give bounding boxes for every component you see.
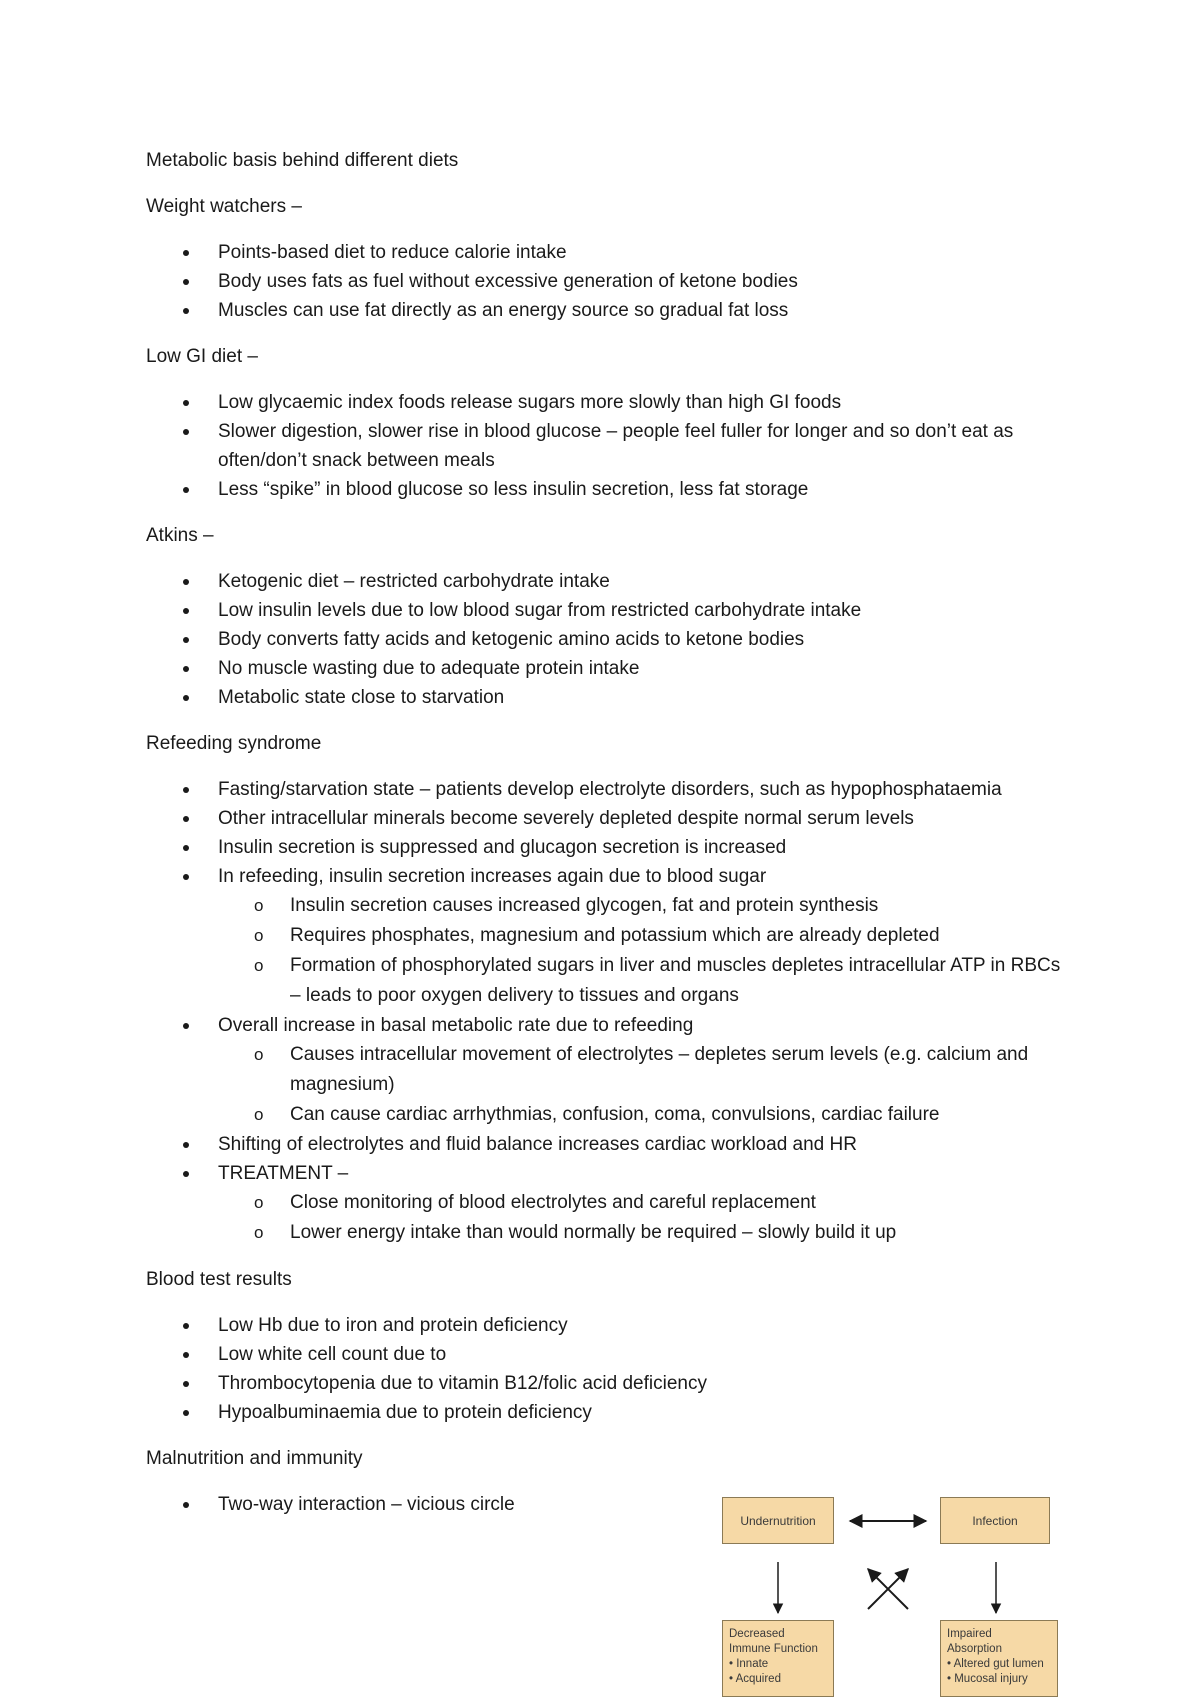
sub-bullet-item bbox=[218, 1218, 1076, 1248]
bullet-text: No muscle wasting due to adequate protein intake bbox=[218, 658, 640, 679]
bullet-text: In refeeding, insulin secretion increases again due to blood sugar bbox=[218, 866, 767, 887]
sub-bullet-item bbox=[218, 1100, 1076, 1130]
bullet-item bbox=[146, 1011, 1076, 1130]
bullet-list bbox=[146, 388, 1076, 504]
bullet-list bbox=[146, 775, 1076, 1248]
bullet-dot-icon bbox=[183, 1142, 189, 1148]
bullet-list bbox=[146, 567, 1076, 712]
bullet-dot-icon bbox=[183, 695, 189, 701]
bullet-dot-icon bbox=[183, 400, 189, 406]
sub-bullet-marker-icon: o bbox=[254, 896, 264, 915]
section-heading: Atkins – bbox=[146, 525, 214, 546]
box-undernutrition-label: Undernutrition bbox=[740, 1513, 816, 1528]
bullet-dot-icon bbox=[183, 1381, 189, 1387]
document-body bbox=[146, 146, 1076, 1519]
sub-bullet-text: Formation of phosphorylated sugars in liver and muscles depletes intracellular ATP in RBCs – leads to poor oxygen delivery to tissues and organs bbox=[290, 955, 1061, 1006]
bullet-item bbox=[146, 567, 1076, 596]
bullet-item bbox=[146, 1130, 1076, 1159]
bullet-text: Metabolic state close to starvation bbox=[218, 687, 505, 708]
bullet-item bbox=[146, 625, 1076, 654]
bullet-item bbox=[146, 596, 1076, 625]
bullet-dot-icon bbox=[183, 608, 189, 614]
immune-line-2: Immune Function bbox=[729, 1643, 818, 1655]
bullet-text: Overall increase in basal metabolic rate due to refeeding bbox=[218, 1015, 694, 1036]
bullet-dot-icon bbox=[183, 279, 189, 285]
bullet-dot-icon bbox=[183, 1502, 189, 1508]
bullet-text: Ketogenic diet – restricted carbohydrate intake bbox=[218, 571, 610, 592]
immune-line-1: Decreased bbox=[729, 1628, 785, 1640]
diagram-arrows bbox=[722, 1497, 1062, 1697]
sub-bullet-text: Can cause cardiac arrhythmias, confusion, coma, convulsions, cardiac failure bbox=[290, 1104, 940, 1125]
bullet-text: Shifting of electrolytes and fluid balance increases cardiac workload and HR bbox=[218, 1134, 857, 1155]
immune-line-3: • Innate bbox=[729, 1658, 769, 1670]
section-heading: Low GI diet – bbox=[146, 346, 258, 367]
bullet-dot-icon bbox=[183, 1171, 189, 1177]
bullet-item bbox=[146, 475, 1076, 504]
sections-container bbox=[146, 192, 1076, 1519]
bullet-dot-icon bbox=[183, 1410, 189, 1416]
bullet-text: Hypoalbuminaemia due to protein deficiency bbox=[218, 1402, 592, 1423]
bullet-item bbox=[146, 417, 1076, 475]
bullet-text: Low insulin levels due to low blood sugar from restricted carbohydrate intake bbox=[218, 600, 862, 621]
bullet-text: Muscles can use fat directly as an energy source so gradual fat loss bbox=[218, 300, 789, 321]
bullet-item bbox=[146, 238, 1076, 267]
bullet-item bbox=[146, 1159, 1076, 1248]
bullet-dot-icon bbox=[183, 816, 189, 822]
bullet-item bbox=[146, 775, 1076, 804]
bullet-item bbox=[146, 833, 1076, 862]
bullet-text: Low glycaemic index foods release sugars more slowly than high GI foods bbox=[218, 392, 842, 413]
bullet-item bbox=[146, 1340, 1076, 1369]
bullet-text: Body converts fatty acids and ketogenic amino acids to ketone bodies bbox=[218, 629, 805, 650]
bullet-dot-icon bbox=[183, 787, 189, 793]
bullet-text: Body uses fats as fuel without excessive generation of ketone bodies bbox=[218, 271, 798, 292]
bullet-item bbox=[146, 683, 1076, 712]
bullet-text: Two-way interaction – vicious circle bbox=[218, 1494, 515, 1515]
sub-bullet-marker-icon: o bbox=[254, 1105, 264, 1124]
sub-bullet-marker-icon: o bbox=[254, 1193, 264, 1212]
absorption-line-3: • Altered gut lumen bbox=[947, 1658, 1044, 1670]
bullet-item bbox=[146, 1398, 1076, 1427]
bullet-item bbox=[146, 267, 1076, 296]
bullet-dot-icon bbox=[183, 250, 189, 256]
bullet-dot-icon bbox=[183, 1323, 189, 1329]
bullet-item bbox=[146, 1369, 1076, 1398]
document-title: Metabolic basis behind different diets bbox=[146, 150, 459, 171]
sub-bullet-item bbox=[218, 951, 1076, 1011]
sub-bullet-text: Insulin secretion causes increased glycogen, fat and protein synthesis bbox=[290, 895, 879, 916]
bullet-dot-icon bbox=[183, 666, 189, 672]
bullet-dot-icon bbox=[183, 874, 189, 880]
sub-bullet-item bbox=[218, 921, 1076, 951]
section-heading: Malnutrition and immunity bbox=[146, 1448, 363, 1469]
section-heading: Blood test results bbox=[146, 1269, 292, 1290]
box-infection-label: Infection bbox=[972, 1513, 1018, 1528]
sub-bullet-text: Requires phosphates, magnesium and potassium which are already depleted bbox=[290, 925, 940, 946]
sub-bullet-marker-icon: o bbox=[254, 926, 264, 945]
sub-bullet-marker-icon: o bbox=[254, 1045, 264, 1064]
bullet-item bbox=[146, 388, 1076, 417]
immune-line-4: • Acquired bbox=[729, 1673, 781, 1685]
bullet-dot-icon bbox=[183, 1023, 189, 1029]
sub-bullet-list bbox=[218, 1188, 1076, 1248]
bullet-list bbox=[146, 238, 1076, 325]
section-heading: Refeeding syndrome bbox=[146, 733, 322, 754]
bullet-item bbox=[146, 296, 1076, 325]
sub-bullet-item bbox=[218, 891, 1076, 921]
bullet-dot-icon bbox=[183, 1352, 189, 1358]
bullet-text: Low Hb due to iron and protein deficiency bbox=[218, 1315, 568, 1336]
sub-bullet-text: Close monitoring of blood electrolytes and careful replacement bbox=[290, 1192, 816, 1213]
bullet-item bbox=[146, 1311, 1076, 1340]
absorption-line-1: Impaired bbox=[947, 1628, 992, 1640]
sub-bullet-text: Lower energy intake than would normally be required – slowly build it up bbox=[290, 1222, 897, 1243]
bullet-text: Less “spike” in blood glucose so less insulin secretion, less fat storage bbox=[218, 479, 809, 500]
sub-bullet-list bbox=[218, 891, 1076, 1011]
section-heading: Weight watchers – bbox=[146, 196, 302, 217]
sub-bullet-marker-icon: o bbox=[254, 956, 264, 975]
bullet-dot-icon bbox=[183, 429, 189, 435]
bullet-text: Fasting/starvation state – patients develop electrolyte disorders, such as hypophosphataemia bbox=[218, 779, 1002, 800]
sub-bullet-text: Causes intracellular movement of electrolytes – depletes serum levels (e.g. calcium and magnesium) bbox=[290, 1044, 1029, 1095]
sub-bullet-marker-icon: o bbox=[254, 1223, 264, 1242]
bullet-dot-icon bbox=[183, 579, 189, 585]
bullet-item bbox=[146, 654, 1076, 683]
bullet-item bbox=[146, 862, 1076, 1011]
malnutrition-immunity-diagram bbox=[722, 1497, 1062, 1697]
bullet-text: Low white cell count due to bbox=[218, 1344, 447, 1365]
sub-bullet-list bbox=[218, 1040, 1076, 1130]
bullet-text: Slower digestion, slower rise in blood glucose – people feel fuller for longer and so don’t eat as often/don’t snack between meals bbox=[218, 421, 1014, 471]
bullet-text: Insulin secretion is suppressed and glucagon secretion is increased bbox=[218, 837, 787, 858]
bullet-text: TREATMENT – bbox=[218, 1163, 349, 1184]
absorption-line-4: • Mucosal injury bbox=[947, 1673, 1028, 1685]
sub-bullet-item bbox=[218, 1040, 1076, 1100]
bullet-text: Other intracellular minerals become severely depleted despite normal serum levels bbox=[218, 808, 914, 829]
bullet-list bbox=[146, 1311, 1076, 1427]
bullet-text: Points-based diet to reduce calorie intake bbox=[218, 242, 567, 263]
bullet-item bbox=[146, 804, 1076, 833]
bullet-dot-icon bbox=[183, 845, 189, 851]
sub-bullet-item bbox=[218, 1188, 1076, 1218]
bullet-dot-icon bbox=[183, 308, 189, 314]
bullet-dot-icon bbox=[183, 637, 189, 643]
absorption-line-2: Absorption bbox=[947, 1643, 1002, 1655]
bullet-text: Thrombocytopenia due to vitamin B12/folic acid deficiency bbox=[218, 1373, 707, 1394]
bullet-dot-icon bbox=[183, 487, 189, 493]
